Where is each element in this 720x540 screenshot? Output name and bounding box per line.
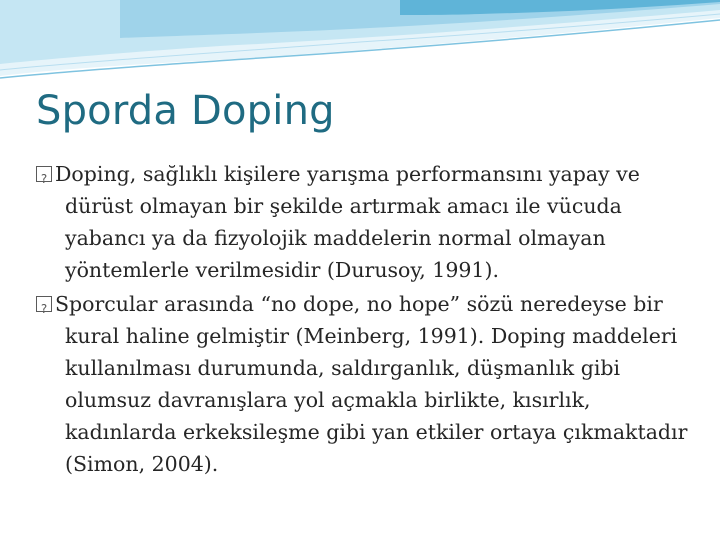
paragraph-text: Doping, sağlıklı kişilere yarışma performansını yapay ve dürüst olmayan bir şekilde artırmak amacı ile vücuda yabancı ya da fizyolojik maddelerin normal olmayan yöntemlerle verilmesidir (Durusoy, 1991). <box>55 162 640 282</box>
decorative-wave-header <box>0 0 720 90</box>
slide-body <box>36 158 696 482</box>
slide-title: Sporda Doping <box>36 88 335 134</box>
bullet-box-icon <box>36 296 52 312</box>
bullet-paragraph-1 <box>36 158 696 286</box>
bullet-paragraph-2 <box>36 288 696 480</box>
bullet-box-icon <box>36 166 52 182</box>
paragraph-text: Sporcular arasında “no dope, no hope” sözü neredeyse bir kural haline gelmiştir (Meinberg, 1991). Doping maddeleri kullanılması durumunda, saldırganlık, düşmanlık gibi olumsuz davranışlara yol açmakla birlikte, kısırlık, kadınlarda erkeksileşme gibi yan etkiler ortaya çıkmaktadır (Simon, 2004). <box>55 292 688 476</box>
